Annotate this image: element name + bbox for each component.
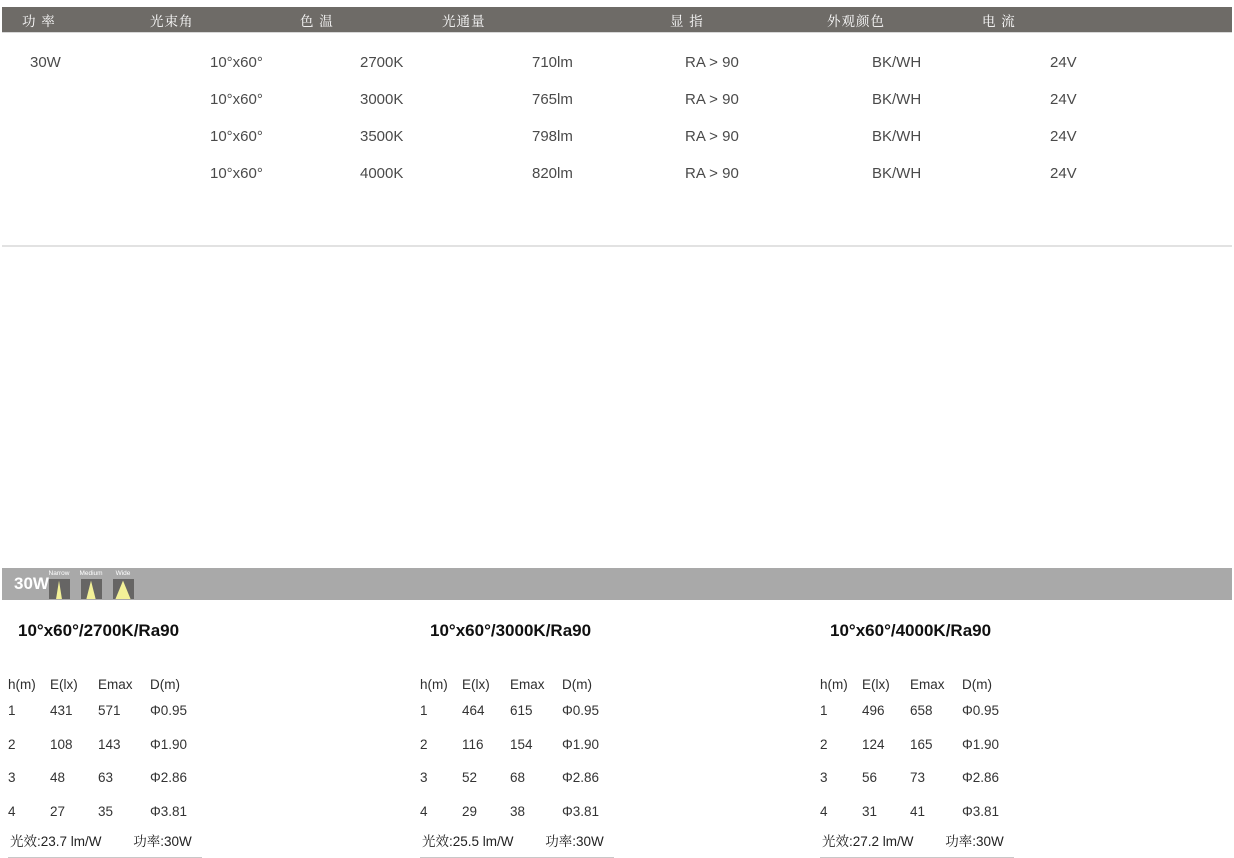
cell-height: 4 — [820, 803, 828, 819]
cell-height: 1 — [420, 703, 428, 719]
cell-illuminance: 464 — [462, 703, 485, 719]
spec-header-flux: 光通量 — [442, 13, 486, 29]
col-header-emax: Emax — [98, 676, 133, 692]
spec-cell-cct: 4000K — [360, 165, 404, 182]
col-header-diameter: D(m) — [962, 676, 992, 692]
spec-row — [2, 44, 1232, 81]
beam-option-narrow — [48, 570, 70, 599]
photometric-header-row — [8, 674, 298, 694]
cell-emax: 73 — [910, 770, 926, 786]
photometric-footer — [820, 830, 1014, 858]
photometric-row — [8, 761, 298, 795]
photometric-row — [420, 795, 710, 829]
cell-diameter: Φ1.90 — [962, 736, 1000, 752]
photometric-row — [820, 694, 1110, 728]
col-header-diameter: D(m) — [562, 676, 592, 692]
spec-row — [2, 81, 1232, 118]
power-badge: 30W — [14, 574, 49, 593]
narrow-beam-icon — [49, 579, 70, 599]
col-header-height: h(m) — [420, 676, 448, 692]
photometric-row — [820, 761, 1110, 795]
spec-row — [2, 155, 1232, 192]
photometric-row — [820, 795, 1110, 829]
spec-cell-flux: 820lm — [532, 165, 573, 182]
cell-diameter: Φ0.95 — [562, 703, 600, 719]
spec-header-cct: 色 温 — [300, 13, 334, 29]
photometric-row — [420, 728, 710, 762]
spec-cell-finish: BK/WH — [872, 54, 922, 71]
efficacy-value: 光效:23.7 lm/W — [10, 834, 102, 849]
cell-emax: 154 — [510, 736, 533, 752]
photometric-row — [420, 761, 710, 795]
photometric-table-title: 10°x60°/2700K/Ra90 — [18, 621, 180, 640]
cell-illuminance: 116 — [462, 736, 484, 752]
spec-cell-voltage: 24V — [1050, 165, 1077, 182]
photometric-row — [8, 795, 298, 829]
col-header-illuminance: E(lx) — [462, 676, 490, 692]
cell-illuminance: 496 — [862, 703, 885, 719]
cell-height: 2 — [420, 736, 428, 752]
photometric-table-2700k — [8, 621, 298, 858]
cell-illuminance: 29 — [462, 803, 478, 819]
cell-height: 3 — [8, 770, 16, 786]
spec-header-beam-angle: 光束角 — [150, 13, 194, 29]
spec-cell-finish: BK/WH — [872, 128, 922, 145]
spec-cell-power: 30W — [30, 54, 61, 71]
photometric-footer — [8, 830, 202, 858]
spec-cell-finish: BK/WH — [872, 165, 922, 182]
spec-cell-voltage: 24V — [1050, 54, 1077, 71]
cell-emax: 68 — [510, 770, 526, 786]
spec-header-cri: 显 指 — [670, 13, 704, 29]
spec-cell-finish: BK/WH — [872, 91, 922, 108]
cell-illuminance: 124 — [862, 736, 885, 752]
cell-emax: 35 — [98, 803, 114, 819]
photometric-table-title: 10°x60°/4000K/Ra90 — [830, 621, 992, 640]
col-header-height: h(m) — [820, 676, 848, 692]
beam-option-medium — [80, 570, 102, 599]
cell-illuminance: 56 — [862, 770, 878, 786]
power-value: 功率:30W — [545, 834, 604, 849]
spec-cell-cri: RA > 90 — [685, 54, 739, 71]
cell-emax: 165 — [910, 736, 933, 752]
spec-cell-flux: 765lm — [532, 91, 573, 108]
cell-height: 1 — [820, 703, 828, 719]
cell-emax: 615 — [510, 703, 533, 719]
spec-header-finish: 外观颜色 — [827, 13, 885, 29]
cell-height: 1 — [8, 703, 16, 719]
cell-height: 3 — [820, 770, 828, 786]
spec-cell-cct: 2700K — [360, 54, 404, 71]
power-value: 功率:30W — [133, 834, 192, 849]
cell-emax: 143 — [98, 736, 121, 752]
beam-label-narrow: Narrow — [48, 570, 70, 577]
col-header-illuminance: E(lx) — [50, 676, 78, 692]
cell-diameter: Φ2.86 — [962, 770, 1000, 786]
beam-option-wide — [112, 570, 134, 599]
photometric-row — [8, 694, 298, 728]
photometric-row — [820, 728, 1110, 762]
cell-diameter: Φ2.86 — [150, 770, 188, 786]
spec-cell-beam-angle: 10°x60° — [210, 165, 263, 182]
photometric-header-row — [820, 674, 1110, 694]
efficacy-value: 光效:27.2 lm/W — [822, 834, 914, 849]
photometric-table-4000k — [820, 621, 1110, 858]
cell-height: 4 — [420, 803, 428, 819]
photometric-row — [8, 728, 298, 762]
spec-cell-voltage: 24V — [1050, 91, 1077, 108]
spec-cell-cct: 3500K — [360, 128, 404, 145]
cell-height: 2 — [8, 736, 16, 752]
cell-height: 4 — [8, 803, 16, 819]
power-value: 功率:30W — [945, 834, 1004, 849]
cell-diameter: Φ1.90 — [562, 736, 600, 752]
beam-label-medium: Medium — [79, 570, 103, 577]
medium-beam-icon — [81, 579, 102, 599]
cell-emax: 41 — [910, 803, 926, 819]
efficacy-value: 光效:25.5 lm/W — [422, 834, 514, 849]
beam-label-wide: Wide — [115, 570, 131, 577]
col-header-diameter: D(m) — [150, 676, 180, 692]
cell-emax: 38 — [510, 803, 526, 819]
photometric-table-title: 10°x60°/3000K/Ra90 — [430, 621, 592, 640]
cell-diameter: Φ3.81 — [962, 803, 1000, 819]
spec-cell-beam-angle: 10°x60° — [210, 128, 263, 145]
cell-height: 2 — [820, 736, 828, 752]
cell-diameter: Φ0.95 — [150, 703, 188, 719]
photometric-footer — [420, 830, 614, 858]
spec-header-power: 功 率 — [22, 13, 56, 29]
spec-header-voltage: 电 流 — [982, 13, 1016, 29]
spec-cell-voltage: 24V — [1050, 128, 1077, 145]
cell-illuminance: 27 — [50, 803, 66, 819]
cell-illuminance: 52 — [462, 770, 478, 786]
spec-cell-cri: RA > 90 — [685, 91, 739, 108]
cell-diameter: Φ3.81 — [150, 803, 188, 819]
spec-cell-cri: RA > 90 — [685, 128, 739, 145]
photometric-header-row — [420, 674, 710, 694]
cell-illuminance: 48 — [50, 770, 66, 786]
cell-diameter: Φ1.90 — [150, 736, 188, 752]
spec-table-body — [2, 44, 1232, 192]
cell-emax: 658 — [910, 703, 933, 719]
spec-cell-cct: 3000K — [360, 91, 404, 108]
spec-cell-flux: 798lm — [532, 128, 573, 145]
cell-illuminance: 431 — [50, 703, 73, 719]
cell-illuminance: 31 — [862, 803, 878, 819]
section-divider — [2, 245, 1232, 247]
spec-row — [2, 118, 1232, 155]
spec-table-header-row — [2, 7, 1232, 33]
col-header-emax: Emax — [510, 676, 545, 692]
photometric-table-3000k — [420, 621, 710, 858]
cell-diameter: Φ2.86 — [562, 770, 600, 786]
spec-cell-beam-angle: 10°x60° — [210, 54, 263, 71]
col-header-illuminance: E(lx) — [862, 676, 890, 692]
cell-emax: 571 — [98, 703, 121, 719]
cell-emax: 63 — [98, 770, 114, 786]
wide-beam-icon — [113, 579, 134, 599]
cell-illuminance: 108 — [50, 736, 73, 752]
col-header-height: h(m) — [8, 676, 36, 692]
beam-bar — [2, 568, 1232, 600]
cell-height: 3 — [420, 770, 428, 786]
beam-icon-group — [48, 570, 134, 599]
spec-cell-beam-angle: 10°x60° — [210, 91, 263, 108]
spec-cell-flux: 710lm — [532, 54, 573, 71]
cell-diameter: Φ3.81 — [562, 803, 600, 819]
spec-cell-cri: RA > 90 — [685, 165, 739, 182]
photometric-row — [420, 694, 710, 728]
cell-diameter: Φ0.95 — [962, 703, 1000, 719]
col-header-emax: Emax — [910, 676, 945, 692]
